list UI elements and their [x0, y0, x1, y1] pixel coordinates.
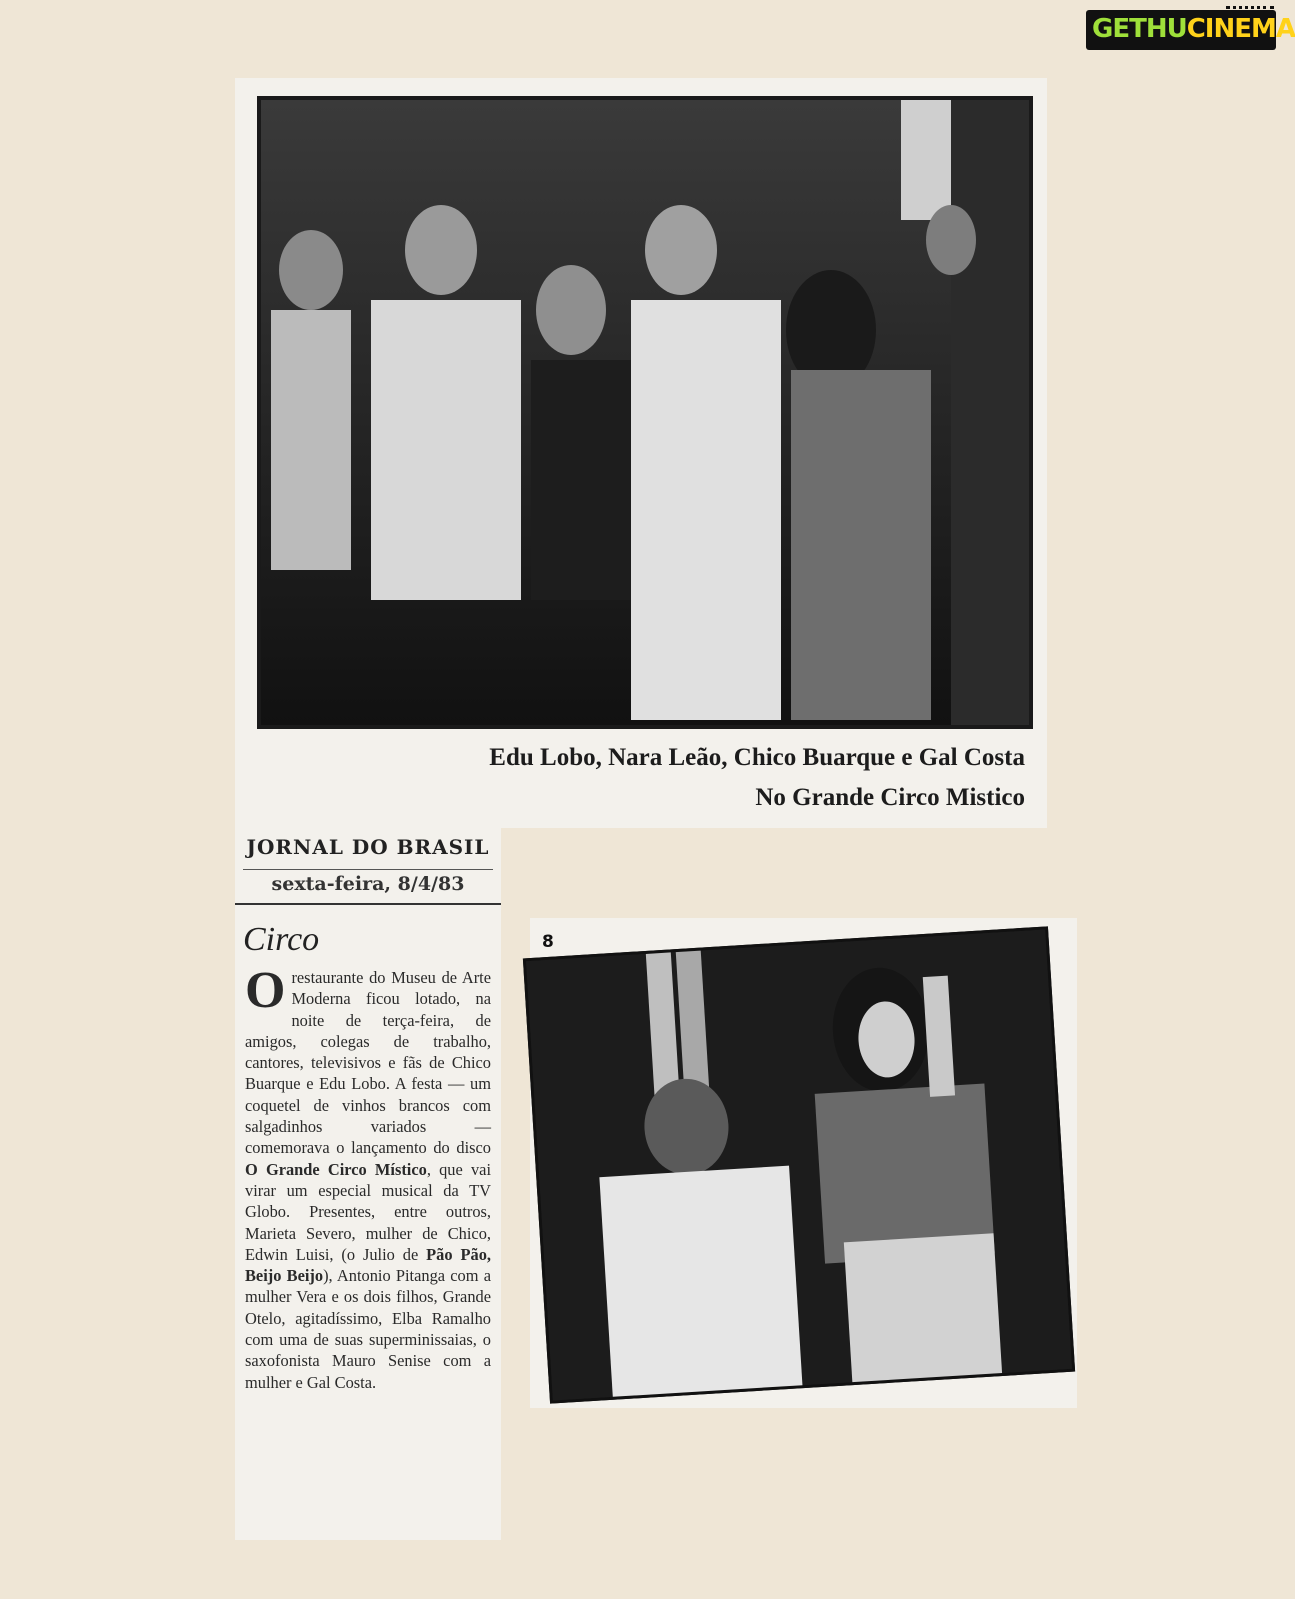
clipping-dance-photo — [530, 918, 1077, 1408]
group-photo — [257, 96, 1033, 729]
clipping-group-photo — [235, 78, 1047, 828]
article-headline: Circo — [243, 921, 320, 958]
article-text-3: ), Antonio Pitanga com a mulher Vera e os dois filhos, Grande Otelo, agitadíssimo, Elba Ramalho com uma de suas superminissaias, o saxofonista Mauro Senise com a mulher e Gal Costa. — [245, 1266, 491, 1392]
logo-text — [1092, 14, 1295, 44]
watermark-logo — [1086, 6, 1295, 50]
article-body — [245, 962, 492, 1393]
article-dropcap: O — [245, 962, 286, 1019]
article-bold-1: O Grande Circo Místico — [245, 1159, 427, 1179]
caption-line-1: Edu Lobo, Nara Leão, Chico Buarque e Gal Costa — [489, 744, 1025, 771]
clipping-article — [235, 827, 501, 1540]
photo-number: 8 — [542, 932, 554, 952]
article-text-2: , que vai virar um especial musical da TV Globo. Presentes, entre outros, Marieta Severo, mulher de Chico, Edwin Luisi, (o Julio de — [245, 1159, 492, 1264]
newspaper-name: JORNAL DO BRASIL — [246, 835, 490, 859]
newspaper-masthead — [235, 827, 501, 905]
dance-photo — [523, 926, 1075, 1403]
article-text-1: restaurante do Museu de Arte Moderna ficou lotado, na noite de terça-feira, de amigos, colegas de trabalho, cantores, televisivos e fãs de Chico Buarque e Edu Lobo. A festa — um coquetel de vinhos brancos com salgadinhos variados — comemorava o lançamento do disco — [245, 968, 491, 1158]
dance-photo-image — [526, 930, 1072, 1401]
article-bold-2: Pão Pão, Beijo Beijo — [245, 1244, 491, 1286]
logo-text-part2: CINEMA — [1186, 14, 1295, 44]
caption-line-2: No Grande Circo Mistico — [755, 784, 1025, 811]
newspaper-date: sexta-feira, 8/4/83 — [271, 873, 465, 895]
group-photo-image — [261, 100, 1029, 725]
logo-text-part1: GETHU — [1092, 14, 1187, 44]
masthead-divider — [243, 869, 493, 870]
photo-caption — [305, 738, 1025, 818]
